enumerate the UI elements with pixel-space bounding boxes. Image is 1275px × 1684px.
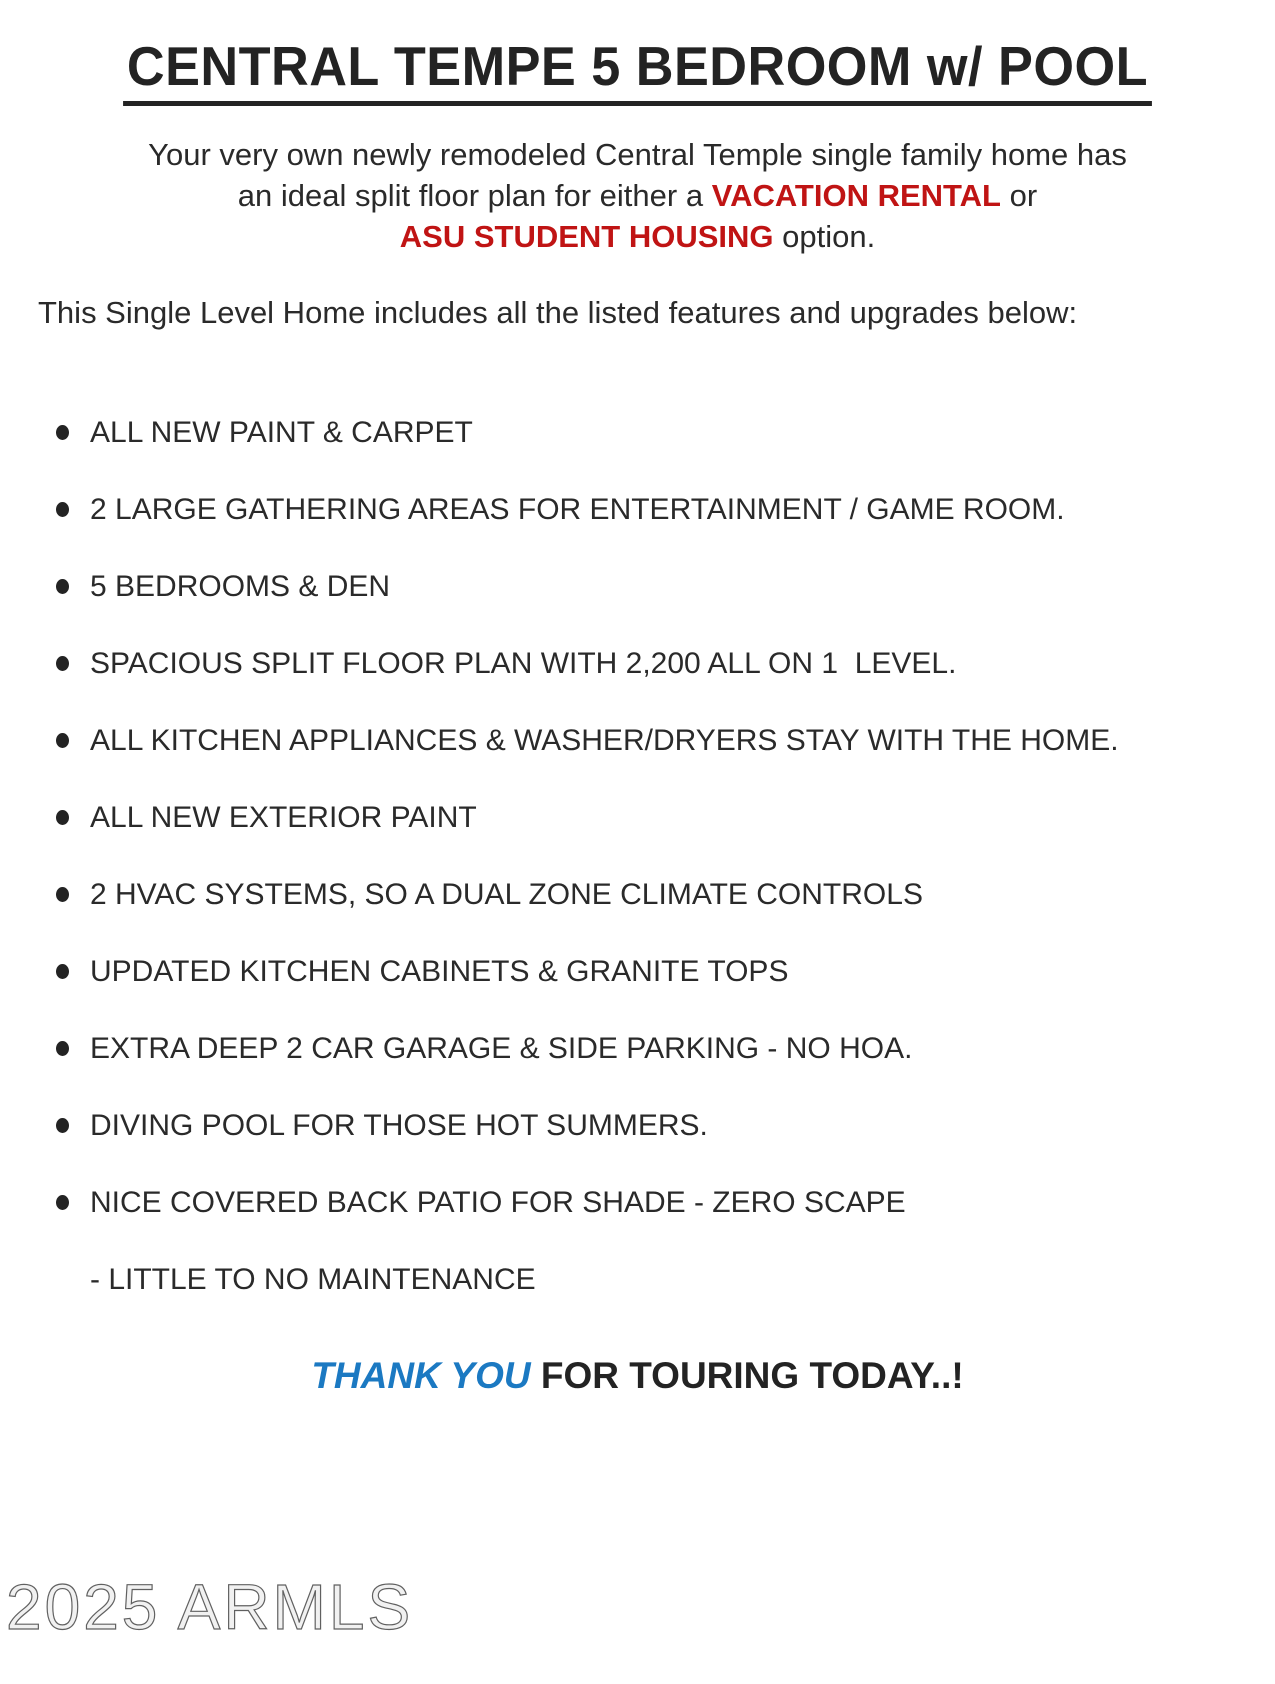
bullet-icon [56,1195,69,1210]
bullet-icon [56,733,69,748]
feature-item-text: ALL NEW EXTERIOR PAINT [90,801,477,834]
bullet-icon [56,887,69,902]
bullet-icon [56,579,69,594]
highlight-vacation-rental: VACATION RENTAL [711,178,1001,213]
armls-watermark: 2025 ARMLS [6,1571,414,1643]
thank-you-rest: FOR TOURING TODAY..! [530,1355,964,1396]
page-title [0,34,1275,106]
feature-item-text: 2 LARGE GATHERING AREAS FOR ENTERTAINMENT / GAME ROOM. [90,493,1065,526]
intro-line2-post: or [1001,178,1038,213]
feature-item-text: ALL KITCHEN APPLIANCES & WASHER/DRYERS STAY WITH THE HOME. [90,724,1119,757]
thank-you-line [0,1355,1275,1397]
bullet-icon [56,1118,69,1133]
features-intro: This Single Level Home includes all the listed features and upgrades below: [38,295,1078,330]
feature-item [56,722,1275,760]
intro-paragraph [0,134,1275,257]
feature-item-text: 5 BEDROOMS & DEN [90,570,391,603]
feature-item-text: NICE COVERED BACK PATIO FOR SHADE - ZERO SCAPE [90,1186,906,1219]
bullet-icon [56,502,69,517]
feature-item-text: ALL NEW PAINT & CARPET [90,416,473,449]
highlight-asu-student-housing: ASU STUDENT HOUSING [399,219,774,254]
maintenance-note: - LITTLE TO NO MAINTENANCE [90,1263,536,1296]
feature-item [56,568,1275,606]
feature-item [56,1184,1275,1222]
feature-item [56,1030,1275,1068]
feature-item-text: 2 HVAC SYSTEMS, SO A DUAL ZONE CLIMATE CONTROLS [90,878,923,911]
feature-item-text: UPDATED KITCHEN CABINETS & GRANITE TOPS [90,955,789,988]
intro-line3-post: option. [773,219,876,254]
thank-you-highlight: THANK YOU [311,1355,531,1396]
feature-item-text: SPACIOUS SPLIT FLOOR PLAN WITH 2,200 ALL ON 1 LEVEL. [90,647,957,680]
bullet-icon [56,656,69,671]
feature-item [56,645,1275,683]
feature-item [56,799,1275,837]
feature-item [56,491,1275,529]
intro-line1: Your very own newly remodeled Central Temple single family home has [148,137,1127,172]
feature-item-text: EXTRA DEEP 2 CAR GARAGE & SIDE PARKING - NO HOA. [90,1032,913,1065]
feature-item [56,414,1275,452]
feature-item [56,953,1275,991]
intro-line2-pre: an ideal split floor plan for either a [237,178,712,213]
bullet-icon [56,1041,69,1056]
bullet-icon [56,425,69,440]
features-list [0,414,1275,1222]
feature-item-text: DIVING POOL FOR THOSE HOT SUMMERS. [90,1109,708,1142]
page-title-text: CENTRAL TEMPE 5 BEDROOM w/ POOL [123,34,1152,106]
feature-item [56,876,1275,914]
bullet-icon [56,810,69,825]
feature-item [56,1107,1275,1145]
bullet-icon [56,964,69,979]
